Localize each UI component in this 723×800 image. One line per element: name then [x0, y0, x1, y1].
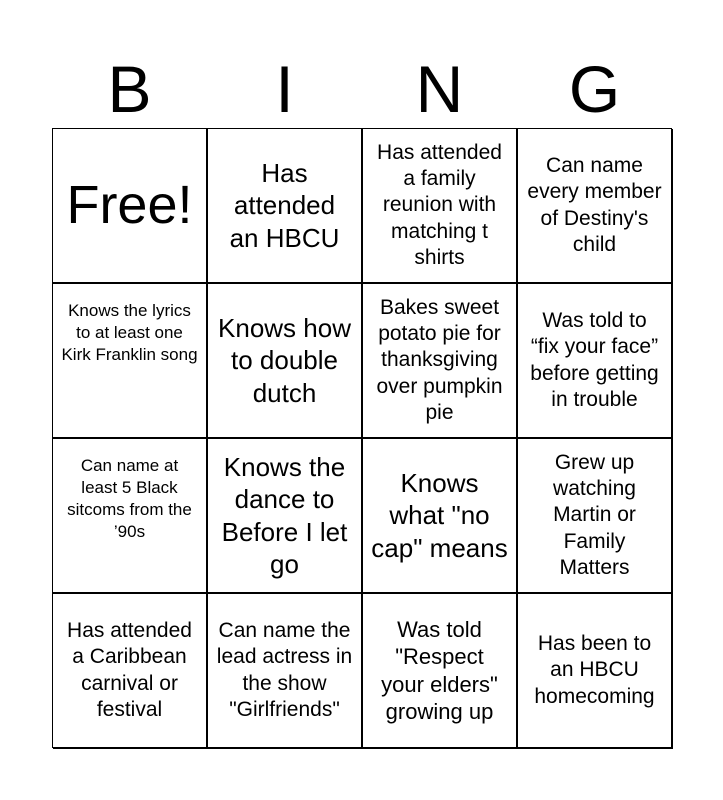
header-letter-g: G: [568, 52, 621, 126]
bingo-cell-free[interactable]: Free!: [53, 129, 208, 284]
bingo-cell[interactable]: Knows the dance to Before I let go: [208, 439, 363, 594]
bingo-cell[interactable]: Can name at least 5 Black sitcoms from the ’90s: [53, 439, 208, 594]
bingo-grid: [52, 128, 672, 748]
bingo-cell[interactable]: Grew up watching Martin or Family Matters: [518, 439, 673, 594]
bingo-cell[interactable]: Has attended a family reunion with matching t shirts: [363, 129, 518, 284]
bingo-cell[interactable]: Knows what "no cap" means: [363, 439, 518, 594]
bingo-cell[interactable]: Knows the lyrics to at least one Kirk Franklin song: [53, 284, 208, 439]
bingo-cell[interactable]: Has been to an HBCU homecoming: [518, 594, 673, 749]
bingo-cell[interactable]: Bakes sweet potato pie for thanksgiving over pumpkin pie: [363, 284, 518, 439]
bingo-cell[interactable]: Can name the lead actress in the show "Girlfriends": [208, 594, 363, 749]
header-letter-b: B: [107, 52, 152, 126]
bingo-cell[interactable]: Knows how to double dutch: [208, 284, 363, 439]
bingo-cell[interactable]: Has attended a Caribbean carnival or festival: [53, 594, 208, 749]
bingo-cell[interactable]: Was told "Respect your elders" growing up: [363, 594, 518, 749]
bingo-cell[interactable]: Has attended an HBCU: [208, 129, 363, 284]
bingo-cell[interactable]: Was told to “fix your face” before getting in trouble: [518, 284, 673, 439]
header-letter-i: I: [275, 52, 294, 126]
bingo-cell[interactable]: Can name every member of Destiny's child: [518, 129, 673, 284]
bingo-header: [52, 50, 672, 128]
header-letter-n: N: [415, 52, 464, 126]
